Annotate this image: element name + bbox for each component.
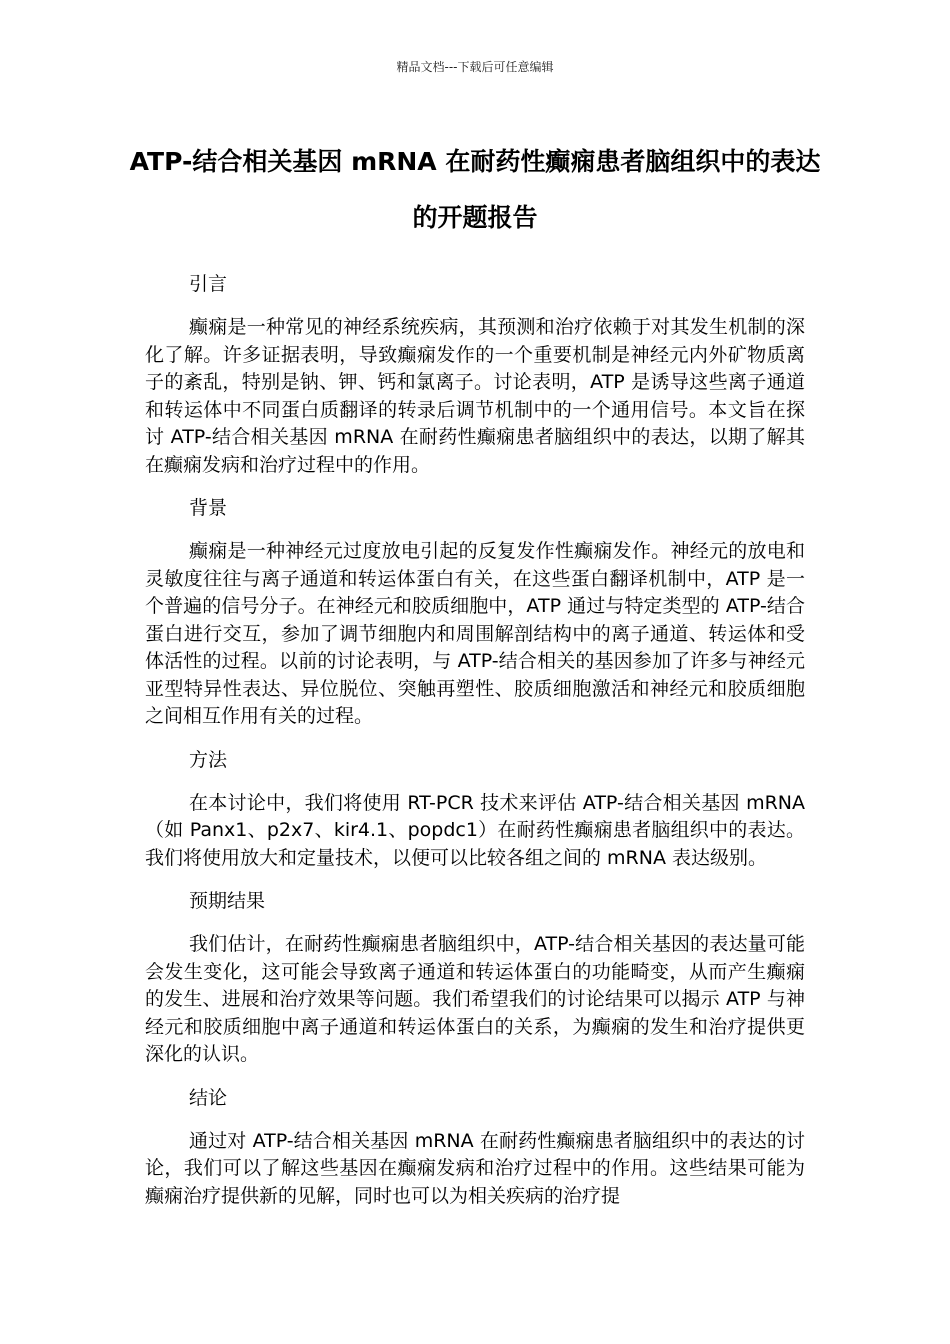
section-introduction — [145, 270, 805, 479]
section-heading: 结论 — [189, 1086, 228, 1109]
document-title: ATP-结合相关基因 mRNA 在耐药性癫痫患者脑组织中的表达的开题报告 — [129, 147, 821, 232]
section-heading: 方法 — [189, 748, 228, 771]
section-heading: 预期结果 — [189, 890, 266, 912]
section-background — [145, 494, 805, 731]
page-header-note: 精品文档---下载后可任意编辑 — [396, 60, 554, 74]
section-paragraph: 我们估计，在耐药性癫痫患者脑组织中，ATP-结合相关基因的表达量可能会发生变化，这可能会导致离子通道和转运体蛋白的功能畸变，从而产生癫痫的发生、进展和治疗效果等问题。我们希望我们的讨论结果可以揭示 ATP 与神经元和胶质细胞中离子通道和转运体蛋白的关系，为癫痫的发生和治疗提供更深化的认识。 — [145, 933, 805, 1065]
section-paragraph: 在本讨论中，我们将使用 RT-PCR 技术来评估 ATP-结合相关基因 mRNA（如 Panx1、p2x7、kir4.1、popdc1）在耐药性癫痫患者脑组织中的表达。我们将使用放大和定量技术，以便可以比较各组之间的 mRNA 表达级别。 — [145, 791, 805, 869]
document-body — [145, 270, 805, 1225]
section-paragraph: 通过对 ATP-结合相关基因 mRNA 在耐药性癫痫患者脑组织中的表达的讨论，我们可以了解这些基因在癫痫发病和治疗过程中的作用。这些结果可能为癫痫治疗提供新的见解，同时也可以为相关疾病的治疗提 — [145, 1129, 805, 1207]
section-conclusion — [145, 1084, 805, 1211]
section-heading: 引言 — [189, 273, 228, 295]
section-expected-results — [145, 887, 805, 1069]
section-heading: 背景 — [189, 497, 228, 519]
section-paragraph: 癫痫是一种神经元过度放电引起的反复发作性癫痫发作。神经元的放电和灵敏度往往与离子通道和转运体蛋白有关，在这些蛋白翻译机制中，ATP 是一个普遍的信号分子。在神经元和胶质细胞中，ATP 通过与特定类型的 ATP-结合蛋白进行交互，参加了调节细胞内和周围解剖结构中的离子通道、转运体和受体活性的过程。以前的讨论表明，与 ATP-结合相关的基因参加了许多与神经元亚型特异性表达、异位脱位、突触再塑性、胶质细胞激活和神经元和胶质细胞之间相互作用有关的过程。 — [145, 540, 805, 727]
section-paragraph: 癫痫是一种常见的神经系统疾病，其预测和治疗依赖于对其发生机制的深化了解。许多证据表明，导致癫痫发作的一个重要机制是神经元内外矿物质离子的紊乱，特别是钠、钾、钙和氯离子。讨论表明，ATP 是诱导这些离子通道和转运体中不同蛋白质翻译的转录后调节机制中的一个通用信号。本文旨在探讨 ATP-结合相关基因 mRNA 在耐药性癫痫患者脑组织中的表达，以期了解其在癫痫发病和治疗过程中的作用。 — [145, 316, 805, 476]
section-methods — [145, 746, 805, 873]
